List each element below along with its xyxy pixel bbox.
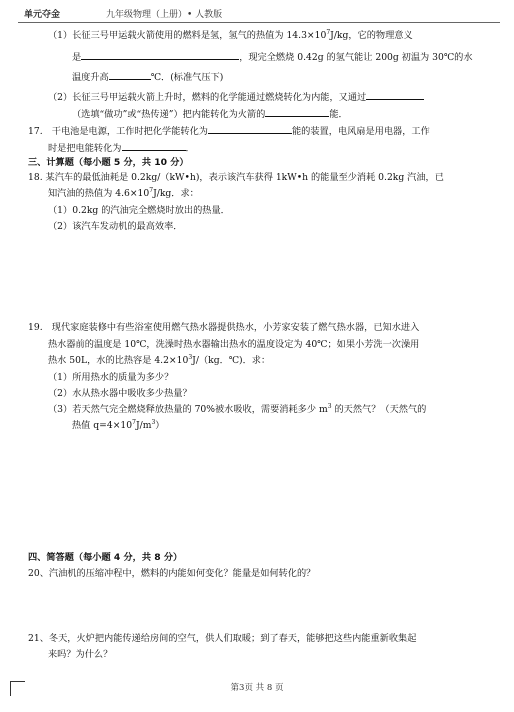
q18-line1: 18. 某汽车的最低油耗是 0.2kg/（kW•h)，表示该汽车获得 1kW•h 的能量至少消耗 0.2kg 汽油，已 — [28, 172, 444, 183]
q17-line1: 17. 干电池是电源，工作时把化学能转化为 能的装置，电风扇是用电器，工作 — [28, 126, 430, 137]
q16-method-blank[interactable] — [366, 90, 424, 100]
q19-sub1: （1）所用热水的质量为多少？ — [48, 372, 174, 383]
section3-title: 三、计算题（每小题 5 分，共 10 分） — [28, 157, 189, 168]
q16-part2-line2: （选填“做功”或“热传递”）把内能转化为火箭的 能． — [72, 109, 348, 120]
q18-sub2: （2）该汽车发动机的最高效率． — [48, 221, 183, 232]
page-footer: 第3页 共 8 页 — [230, 683, 284, 693]
q18-line2: 知汽油的热值为 $4.6\times 10^7J/kg$．求： — [48, 186, 199, 199]
page-header — [18, 6, 500, 23]
q21-line1: 21、冬天，火炉把内能传递给房间的空气，供人们取暖；到了春天，能够把这些内能重新收集起 — [28, 633, 417, 644]
q16-part1-line1: （1）长征三号甲运载火箭使用的燃料是氢，氢气的热值为 $14.3\times 10^7J/kg$，它的物理意义 — [48, 28, 413, 41]
q21-line2: 来吗？为什么？ — [48, 649, 113, 660]
section4-title: 四、简答题（每小题 4 分，共 8 分） — [28, 552, 183, 563]
q16-part1-line2: 是 ，现完全燃烧 0.42g 的氢气能让 200g 初温为 30℃的水 — [72, 52, 473, 63]
q19-line3: 热水 50L，水的比热容是 $4.2\times 10^3J/(kg$．℃)．求： — [48, 353, 271, 366]
q16-part2-line1: （2）长征三号甲运载火箭上升时，燃料的化学能通过燃烧转化为内能，又通过 — [48, 90, 424, 104]
q16-temp-blank[interactable] — [109, 70, 151, 80]
q18-sub1: （1）0.2kg 的汽油完全燃烧时放出的热量． — [48, 205, 230, 216]
q17-line2: 时是把电能转化为 ． — [48, 143, 195, 154]
header-brand: 单元夺金 — [24, 10, 61, 20]
q17-form-blank[interactable] — [122, 141, 186, 151]
q16-energy-blank[interactable] — [265, 107, 329, 117]
q20-text: 20、汽油机的压缩冲程中，燃料的内能如何变化？能量是如何转化的？ — [28, 568, 316, 579]
q19-line1: 19. 现代家庭装修中有些浴室使用燃气热水器提供热水，小芳家安装了燃气热水器，已知水进入 — [28, 322, 420, 333]
q17-energy-blank[interactable] — [208, 124, 292, 134]
q16-part1-line3: 温度升高 ℃．(标准气压下) — [72, 72, 224, 83]
q19-sub3-line1: （3）若天然气完全燃烧释放热量的 70%被水吸收，需要消耗多少 $m^3$ 的天然气？（天然气的 — [48, 402, 427, 415]
q19-line2: 热水器前的温度是 10℃，洗澡时热水器输出热水的温度设定为 40℃；如果小芳洗一次澡用 — [48, 339, 420, 350]
q19-sub2: （2）水从热水器中吸收多少热量？ — [48, 388, 192, 399]
header-subject: 九年级物理（上册）• 人教版 — [106, 10, 223, 20]
q19-sub3-line2: 热值 $q=4\times 10^7J/m^3$） — [72, 418, 165, 431]
q16-meaning-blank[interactable] — [81, 50, 239, 60]
